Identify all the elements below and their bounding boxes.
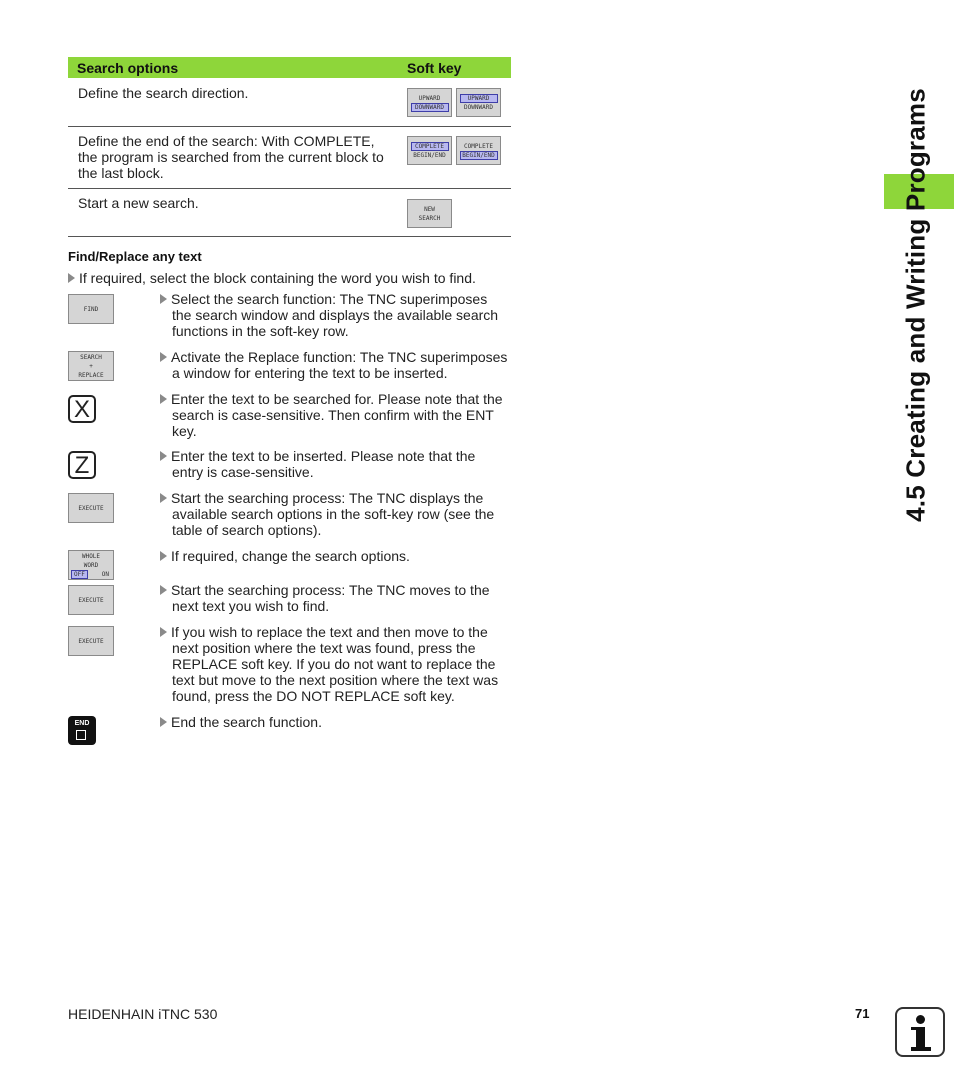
table-divider bbox=[68, 126, 511, 127]
triangle-right-icon bbox=[160, 352, 167, 362]
table-divider bbox=[68, 188, 511, 189]
step-end-search: End the search function. bbox=[160, 714, 512, 730]
triangle-right-icon bbox=[160, 294, 167, 304]
whole-word-off: OFF bbox=[71, 570, 88, 579]
softkey-new-search[interactable]: NEW SEARCH bbox=[407, 199, 452, 228]
whole-word-on: ON bbox=[101, 570, 109, 578]
step-start-search-options: Start the searching process: The TNC displays the available search options in the soft-key row (see the table of search options). bbox=[160, 490, 512, 538]
table-row-new-search-text: Start a new search. bbox=[78, 195, 199, 211]
softkey-complete-begin-end-2[interactable]: COMPLETE BEGIN/END bbox=[456, 136, 501, 165]
end-key[interactable]: END bbox=[68, 716, 96, 745]
step-enter-insert-text: Enter the text to be inserted. Please note that the entry is case-sensitive. bbox=[160, 448, 512, 480]
footer-product: HEIDENHAIN iTNC 530 bbox=[68, 1006, 218, 1022]
z-key[interactable]: Z bbox=[68, 451, 96, 479]
table-header bbox=[68, 57, 511, 78]
step-select-search: Select the search function: The TNC superimposes the search window and displays the available search functions in the soft-key row. bbox=[160, 291, 512, 339]
softkey-complete-begin-end-1[interactable]: COMPLETE BEGIN/END bbox=[407, 136, 452, 165]
triangle-right-icon bbox=[160, 451, 167, 461]
table-row-end-text: Define the end of the search: With COMPLETE, the program is searched from the current block to the last block. bbox=[78, 133, 384, 181]
step-activate-replace: Activate the Replace function: The TNC superimposes a window for entering the text to be inserted. bbox=[160, 349, 512, 381]
triangle-right-icon bbox=[160, 394, 167, 404]
page-number: 71 bbox=[855, 1006, 870, 1021]
section-title: Find/Replace any text bbox=[68, 249, 202, 264]
step-change-options: If required, change the search options. bbox=[160, 548, 512, 564]
softkey-upward-downward-1[interactable]: UPWARD DOWNWARD bbox=[407, 88, 452, 117]
step-enter-search-text: Enter the text to be searched for. Please note that the search is case-sensitive. Then confirm with the ENT key. bbox=[160, 391, 512, 439]
softkey-execute[interactable]: EXECUTE bbox=[68, 585, 114, 615]
square-icon bbox=[76, 730, 86, 740]
step-start-search-next: Start the searching process: The TNC moves to the next text you wish to find. bbox=[160, 582, 512, 614]
softkey-whole-word[interactable]: WHOLE WORD OFF ON bbox=[68, 550, 114, 580]
triangle-right-icon bbox=[160, 551, 167, 561]
softkey-find[interactable]: FIND bbox=[68, 294, 114, 324]
x-key[interactable]: X bbox=[68, 395, 96, 423]
triangle-right-icon bbox=[160, 717, 167, 727]
step-replace-text: If you wish to replace the text and then move to the next position where the text was found, press the REPLACE soft key. If you do not want to replace the text but move to the next position where the text was found, press the DO NOT REPLACE soft key. bbox=[160, 624, 512, 704]
triangle-right-icon bbox=[160, 585, 167, 595]
table-row-direction-text: Define the search direction. bbox=[78, 85, 249, 101]
triangle-right-icon bbox=[68, 273, 75, 283]
softkey-upward-downward-2[interactable]: UPWARD DOWNWARD bbox=[456, 88, 501, 117]
info-icon bbox=[895, 1007, 945, 1057]
triangle-right-icon bbox=[160, 627, 167, 637]
table-header-search-options: Search options bbox=[77, 60, 179, 76]
softkey-execute[interactable]: EXECUTE bbox=[68, 626, 114, 656]
softkey-execute[interactable]: EXECUTE bbox=[68, 493, 114, 523]
triangle-right-icon bbox=[160, 493, 167, 503]
softkey-search-replace[interactable]: SEARCH + REPLACE bbox=[68, 351, 114, 381]
chapter-title: 4.5 Creating and Writing Programs bbox=[900, 88, 931, 522]
table-header-soft-key: Soft key bbox=[407, 60, 462, 76]
intro-step: If required, select the block containing the word you wish to find. bbox=[68, 270, 476, 286]
table-bottom-line bbox=[68, 236, 511, 237]
